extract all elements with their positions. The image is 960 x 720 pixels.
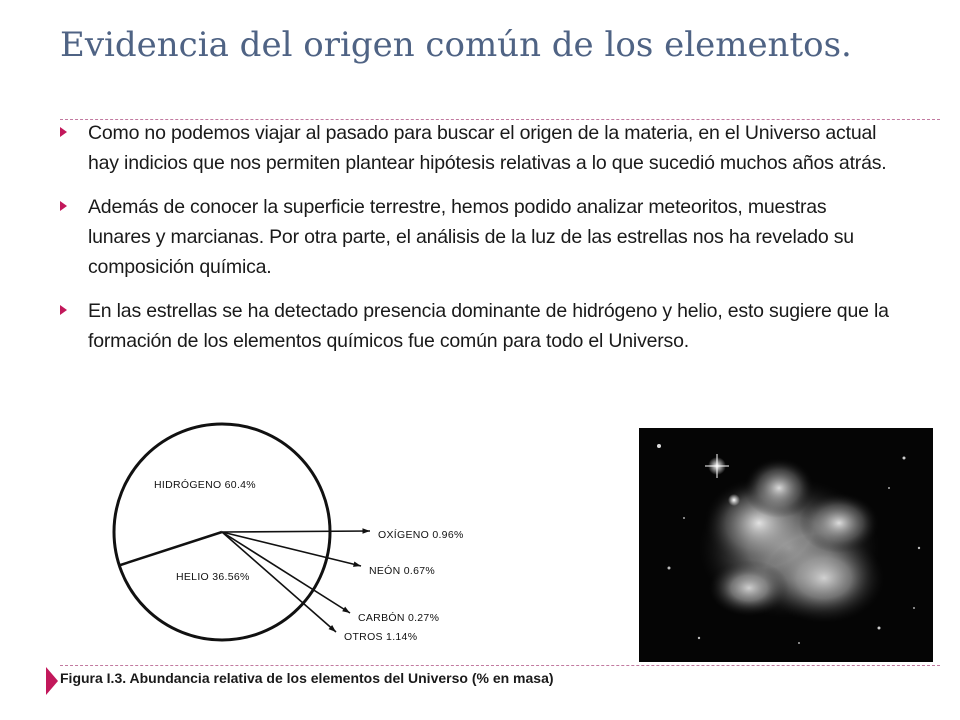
bullet-arrow-icon [60, 127, 67, 137]
bullet-text: Como no podemos viajar al pasado para buscar el origen de la materia, en el Universo actual hay indicios que nos permiten plantear hipótesis relativas a lo que sucedió muchos años atrás. [88, 122, 887, 174]
pie-arrowhead-oxígeno [362, 528, 370, 533]
pie-arrow-oxígeno [222, 531, 370, 532]
slide-title: Evidencia del origen común de los elementos. [60, 25, 852, 65]
bullet-item [60, 118, 890, 178]
pie-label-neon: NEÓN 0.67% [369, 565, 436, 577]
bullet-item [60, 192, 890, 282]
pie-chart-svg [90, 418, 490, 648]
pie-label-others: OTROS 1.14% [344, 631, 418, 643]
bullet-arrow-icon [60, 201, 67, 211]
pie-label-helium: HELIO 36.56% [176, 571, 250, 583]
pie-arrow-neón [222, 532, 361, 566]
nebula-photo [639, 428, 933, 662]
figure-caption: Figura I.3. Abundancia relativa de los elementos del Universo (% en masa) [60, 670, 554, 686]
bullet-item [60, 296, 890, 356]
bullet-text: Además de conocer la superficie terrestre, hemos podido analizar meteoritos, muestras lunares y marcianas. Por otra parte, el análisis de la luz de las estrellas nos ha revelado su composición química. [88, 196, 854, 278]
caption-arrow-icon [46, 667, 58, 695]
bullet-arrow-icon [60, 305, 67, 315]
pie-boundary-hydrogen-helium [119, 532, 222, 565]
nebula-image [639, 428, 933, 662]
bullet-list [60, 118, 890, 370]
pie-arrowhead-carbón [342, 607, 350, 613]
pie-label-oxygen: OXÍGENO 0.96% [378, 529, 464, 541]
pie-label-hydrogen: HIDRÓGENO 60.4% [154, 479, 256, 491]
bottom-divider [60, 665, 940, 666]
pie-label-carbon: CARBÓN 0.27% [358, 612, 440, 624]
pie-arrowhead-neón [353, 562, 361, 567]
abundance-pie-chart [90, 418, 490, 648]
bullet-text: En las estrellas se ha detectado presencia dominante de hidrógeno y helio, esto sugiere que la formación de los elementos químicos fue común para todo el Universo. [88, 300, 889, 352]
